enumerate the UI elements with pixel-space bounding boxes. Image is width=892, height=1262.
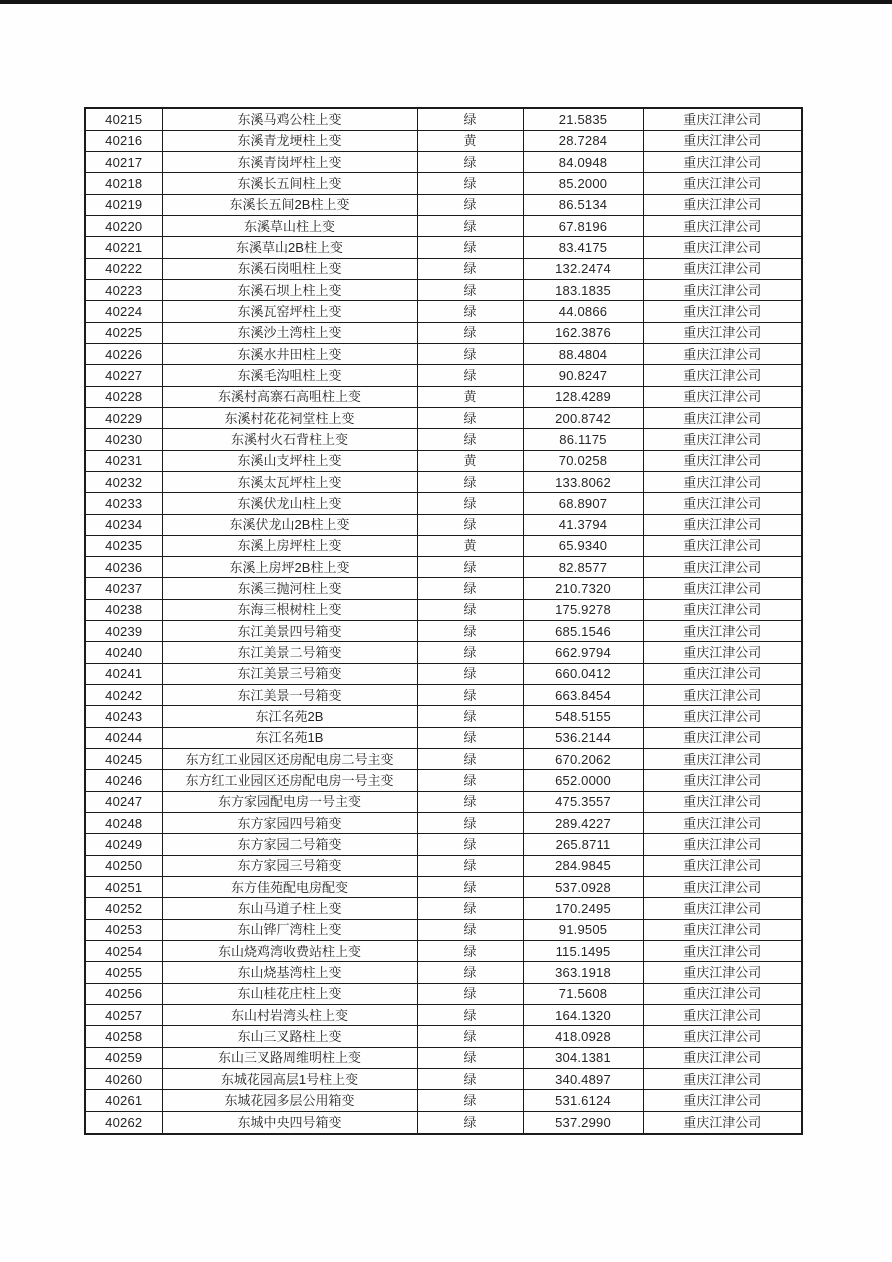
table-row	[85, 1047, 802, 1068]
cell-name: 东山三叉路柱上变	[162, 1026, 417, 1047]
table-row	[85, 898, 802, 919]
table-row	[85, 471, 802, 492]
cell-id: 40224	[85, 301, 162, 322]
cell-id: 40260	[85, 1069, 162, 1090]
cell-status: 绿	[417, 151, 523, 172]
cell-status: 绿	[417, 727, 523, 748]
table-row	[85, 215, 802, 236]
cell-company: 重庆江津公司	[643, 493, 802, 514]
cell-value: 70.0258	[523, 450, 643, 471]
cell-value: 289.4227	[523, 813, 643, 834]
cell-status: 绿	[417, 855, 523, 876]
cell-id: 40243	[85, 706, 162, 727]
cell-name: 东江美景二号箱变	[162, 642, 417, 663]
cell-value: 21.5835	[523, 108, 643, 130]
cell-name: 东方家园三号箱变	[162, 855, 417, 876]
cell-company: 重庆江津公司	[643, 1005, 802, 1026]
table-row	[85, 301, 802, 322]
cell-company: 重庆江津公司	[643, 471, 802, 492]
cell-status: 绿	[417, 578, 523, 599]
cell-name: 东方家园四号箱变	[162, 813, 417, 834]
table-row	[85, 279, 802, 300]
table-row	[85, 962, 802, 983]
cell-status: 绿	[417, 343, 523, 364]
cell-value: 41.3794	[523, 514, 643, 535]
cell-status: 黄	[417, 450, 523, 471]
cell-value: 537.0928	[523, 877, 643, 898]
table-row	[85, 770, 802, 791]
cell-value: 28.7284	[523, 130, 643, 151]
cell-name: 东溪上房坪2B柱上变	[162, 557, 417, 578]
cell-status: 绿	[417, 1069, 523, 1090]
table-row	[85, 1090, 802, 1111]
cell-value: 68.8907	[523, 493, 643, 514]
cell-company: 重庆江津公司	[643, 749, 802, 770]
cell-id: 40232	[85, 471, 162, 492]
cell-value: 164.1320	[523, 1005, 643, 1026]
cell-company: 重庆江津公司	[643, 834, 802, 855]
cell-company: 重庆江津公司	[643, 621, 802, 642]
table-row	[85, 108, 802, 130]
cell-name: 东江名苑1B	[162, 727, 417, 748]
cell-id: 40236	[85, 557, 162, 578]
cell-company: 重庆江津公司	[643, 941, 802, 962]
cell-name: 东溪石岗咀柱上变	[162, 258, 417, 279]
cell-value: 685.1546	[523, 621, 643, 642]
cell-name: 东江美景一号箱变	[162, 685, 417, 706]
cell-value: 71.5608	[523, 983, 643, 1004]
cell-company: 重庆江津公司	[643, 514, 802, 535]
table-row	[85, 834, 802, 855]
cell-company: 重庆江津公司	[643, 237, 802, 258]
cell-name: 东方家园二号箱变	[162, 834, 417, 855]
cell-value: 91.9505	[523, 919, 643, 940]
table-row	[85, 919, 802, 940]
cell-id: 40252	[85, 898, 162, 919]
cell-company: 重庆江津公司	[643, 365, 802, 386]
cell-name: 东溪太瓦坪柱上变	[162, 471, 417, 492]
cell-name: 东山烧鸡湾收费站柱上变	[162, 941, 417, 962]
table-row	[85, 685, 802, 706]
cell-id: 40246	[85, 770, 162, 791]
cell-company: 重庆江津公司	[643, 279, 802, 300]
table-row	[85, 237, 802, 258]
cell-name: 东海三根树柱上变	[162, 599, 417, 620]
cell-status: 绿	[417, 471, 523, 492]
table-row	[85, 258, 802, 279]
cell-status: 绿	[417, 258, 523, 279]
cell-id: 40225	[85, 322, 162, 343]
table-row	[85, 173, 802, 194]
cell-value: 170.2495	[523, 898, 643, 919]
table-row	[85, 493, 802, 514]
table-row	[85, 151, 802, 172]
cell-company: 重庆江津公司	[643, 1047, 802, 1068]
cell-status: 绿	[417, 1111, 523, 1134]
cell-name: 东城花园多层公用箱变	[162, 1090, 417, 1111]
cell-name: 东方家园配电房一号主变	[162, 791, 417, 812]
cell-value: 670.2062	[523, 749, 643, 770]
cell-name: 东溪沙土湾柱上变	[162, 322, 417, 343]
cell-name: 东溪草山2B柱上变	[162, 237, 417, 258]
cell-value: 86.5134	[523, 194, 643, 215]
cell-name: 东山马道子柱上变	[162, 898, 417, 919]
cell-name: 东溪山支坪柱上变	[162, 450, 417, 471]
cell-value: 340.4897	[523, 1069, 643, 1090]
cell-name: 东江美景四号箱变	[162, 621, 417, 642]
table-row	[85, 621, 802, 642]
cell-name: 东溪伏龙山2B柱上变	[162, 514, 417, 535]
cell-id: 40255	[85, 962, 162, 983]
cell-id: 40250	[85, 855, 162, 876]
cell-name: 东溪村高寨石高咀柱上变	[162, 386, 417, 407]
cell-company: 重庆江津公司	[643, 770, 802, 791]
cell-id: 40256	[85, 983, 162, 1004]
cell-status: 绿	[417, 215, 523, 236]
cell-value: 83.4175	[523, 237, 643, 258]
cell-status: 绿	[417, 685, 523, 706]
cell-company: 重庆江津公司	[643, 578, 802, 599]
cell-status: 绿	[417, 770, 523, 791]
cell-status: 绿	[417, 877, 523, 898]
cell-status: 绿	[417, 514, 523, 535]
cell-name: 东城中央四号箱变	[162, 1111, 417, 1134]
cell-value: 531.6124	[523, 1090, 643, 1111]
cell-status: 绿	[417, 194, 523, 215]
cell-company: 重庆江津公司	[643, 386, 802, 407]
cell-status: 绿	[417, 813, 523, 834]
cell-company: 重庆江津公司	[643, 194, 802, 215]
cell-name: 东山铧厂湾柱上变	[162, 919, 417, 940]
cell-id: 40227	[85, 365, 162, 386]
cell-id: 40259	[85, 1047, 162, 1068]
cell-company: 重庆江津公司	[643, 1111, 802, 1134]
table-row	[85, 749, 802, 770]
cell-company: 重庆江津公司	[643, 258, 802, 279]
table-row	[85, 194, 802, 215]
cell-status: 绿	[417, 749, 523, 770]
table-row	[85, 1069, 802, 1090]
cell-name: 东方佳苑配电房配变	[162, 877, 417, 898]
cell-value: 86.1175	[523, 429, 643, 450]
cell-id: 40228	[85, 386, 162, 407]
cell-status: 绿	[417, 983, 523, 1004]
cell-company: 重庆江津公司	[643, 983, 802, 1004]
cell-value: 133.8062	[523, 471, 643, 492]
table-row	[85, 1111, 802, 1134]
table-row	[85, 557, 802, 578]
cell-status: 绿	[417, 1090, 523, 1111]
cell-value: 65.9340	[523, 535, 643, 556]
cell-company: 重庆江津公司	[643, 599, 802, 620]
cell-company: 重庆江津公司	[643, 215, 802, 236]
cell-status: 绿	[417, 941, 523, 962]
cell-name: 东溪伏龙山柱上变	[162, 493, 417, 514]
table-row	[85, 727, 802, 748]
cell-id: 40230	[85, 429, 162, 450]
cell-id: 40223	[85, 279, 162, 300]
cell-id: 40235	[85, 535, 162, 556]
cell-id: 40220	[85, 215, 162, 236]
cell-company: 重庆江津公司	[643, 791, 802, 812]
cell-name: 东溪长五间2B柱上变	[162, 194, 417, 215]
cell-company: 重庆江津公司	[643, 322, 802, 343]
cell-id: 40233	[85, 493, 162, 514]
cell-value: 115.1495	[523, 941, 643, 962]
cell-status: 绿	[417, 706, 523, 727]
cell-value: 128.4289	[523, 386, 643, 407]
cell-company: 重庆江津公司	[643, 962, 802, 983]
cell-company: 重庆江津公司	[643, 919, 802, 940]
cell-id: 40215	[85, 108, 162, 130]
cell-name: 东江美景三号箱变	[162, 663, 417, 684]
table-row	[85, 706, 802, 727]
cell-status: 绿	[417, 919, 523, 940]
cell-value: 363.1918	[523, 962, 643, 983]
cell-status: 绿	[417, 407, 523, 428]
cell-status: 绿	[417, 1005, 523, 1026]
table-row	[85, 322, 802, 343]
cell-value: 132.2474	[523, 258, 643, 279]
cell-status: 绿	[417, 621, 523, 642]
cell-id: 40248	[85, 813, 162, 834]
cell-id: 40254	[85, 941, 162, 962]
cell-company: 重庆江津公司	[643, 898, 802, 919]
table-row	[85, 407, 802, 428]
cell-value: 90.8247	[523, 365, 643, 386]
cell-value: 548.5155	[523, 706, 643, 727]
cell-company: 重庆江津公司	[643, 343, 802, 364]
cell-status: 绿	[417, 237, 523, 258]
cell-value: 663.8454	[523, 685, 643, 706]
cell-value: 536.2144	[523, 727, 643, 748]
cell-id: 40239	[85, 621, 162, 642]
cell-status: 绿	[417, 1047, 523, 1068]
cell-company: 重庆江津公司	[643, 130, 802, 151]
cell-company: 重庆江津公司	[643, 877, 802, 898]
cell-status: 绿	[417, 493, 523, 514]
cell-name: 东溪上房坪柱上变	[162, 535, 417, 556]
table-row	[85, 450, 802, 471]
cell-id: 40244	[85, 727, 162, 748]
cell-value: 284.9845	[523, 855, 643, 876]
cell-value: 537.2990	[523, 1111, 643, 1134]
table-row	[85, 535, 802, 556]
cell-value: 84.0948	[523, 151, 643, 172]
cell-status: 绿	[417, 791, 523, 812]
cell-id: 40253	[85, 919, 162, 940]
cell-status: 绿	[417, 429, 523, 450]
cell-company: 重庆江津公司	[643, 1069, 802, 1090]
cell-id: 40216	[85, 130, 162, 151]
table-row	[85, 983, 802, 1004]
cell-company: 重庆江津公司	[643, 557, 802, 578]
table-row	[85, 130, 802, 151]
cell-id: 40229	[85, 407, 162, 428]
cell-name: 东溪水井田柱上变	[162, 343, 417, 364]
table-row	[85, 855, 802, 876]
cell-status: 绿	[417, 301, 523, 322]
cell-id: 40257	[85, 1005, 162, 1026]
cell-name: 东方红工业园区还房配电房一号主变	[162, 770, 417, 791]
cell-company: 重庆江津公司	[643, 429, 802, 450]
cell-id: 40219	[85, 194, 162, 215]
cell-id: 40238	[85, 599, 162, 620]
cell-status: 绿	[417, 1026, 523, 1047]
cell-value: 304.1381	[523, 1047, 643, 1068]
cell-status: 黄	[417, 386, 523, 407]
cell-id: 40221	[85, 237, 162, 258]
cell-value: 175.9278	[523, 599, 643, 620]
table-row	[85, 1005, 802, 1026]
cell-value: 67.8196	[523, 215, 643, 236]
cell-value: 265.8711	[523, 834, 643, 855]
cell-name: 东溪青龙埂柱上变	[162, 130, 417, 151]
table-row	[85, 514, 802, 535]
cell-status: 绿	[417, 898, 523, 919]
cell-id: 40234	[85, 514, 162, 535]
cell-name: 东山桂花庄柱上变	[162, 983, 417, 1004]
cell-name: 东溪村花花祠堂柱上变	[162, 407, 417, 428]
cell-company: 重庆江津公司	[643, 642, 802, 663]
cell-company: 重庆江津公司	[643, 855, 802, 876]
cell-status: 绿	[417, 557, 523, 578]
table-row	[85, 365, 802, 386]
cell-name: 东溪长五间柱上变	[162, 173, 417, 194]
table-row	[85, 642, 802, 663]
cell-name: 东溪村火石背柱上变	[162, 429, 417, 450]
cell-id: 40218	[85, 173, 162, 194]
cell-status: 绿	[417, 642, 523, 663]
cell-id: 40251	[85, 877, 162, 898]
cell-company: 重庆江津公司	[643, 301, 802, 322]
cell-id: 40217	[85, 151, 162, 172]
table-row	[85, 578, 802, 599]
cell-company: 重庆江津公司	[643, 450, 802, 471]
cell-name: 东城花园高层1号柱上变	[162, 1069, 417, 1090]
cell-value: 210.7320	[523, 578, 643, 599]
cell-company: 重庆江津公司	[643, 1090, 802, 1111]
cell-name: 东溪青岗坪柱上变	[162, 151, 417, 172]
cell-status: 绿	[417, 365, 523, 386]
cell-id: 40258	[85, 1026, 162, 1047]
cell-value: 162.3876	[523, 322, 643, 343]
table-row	[85, 386, 802, 407]
table-row	[85, 429, 802, 450]
cell-company: 重庆江津公司	[643, 535, 802, 556]
cell-id: 40249	[85, 834, 162, 855]
table-row	[85, 1026, 802, 1047]
cell-name: 东山三叉路周维明柱上变	[162, 1047, 417, 1068]
table-row	[85, 941, 802, 962]
cell-name: 东方红工业园区还房配电房二号主变	[162, 749, 417, 770]
cell-name: 东山村岩湾头柱上变	[162, 1005, 417, 1026]
cell-value: 660.0412	[523, 663, 643, 684]
cell-id: 40237	[85, 578, 162, 599]
cell-company: 重庆江津公司	[643, 407, 802, 428]
table-row	[85, 599, 802, 620]
cell-value: 200.8742	[523, 407, 643, 428]
cell-id: 40242	[85, 685, 162, 706]
cell-status: 黄	[417, 130, 523, 151]
cell-name: 东溪草山柱上变	[162, 215, 417, 236]
cell-company: 重庆江津公司	[643, 727, 802, 748]
cell-value: 183.1835	[523, 279, 643, 300]
cell-name: 东溪三抛河柱上变	[162, 578, 417, 599]
cell-value: 88.4804	[523, 343, 643, 364]
table-row	[85, 877, 802, 898]
cell-value: 44.0866	[523, 301, 643, 322]
cell-status: 绿	[417, 108, 523, 130]
table-body	[85, 108, 802, 1134]
table-row	[85, 663, 802, 684]
cell-id: 40231	[85, 450, 162, 471]
cell-company: 重庆江津公司	[643, 685, 802, 706]
cell-value: 82.8577	[523, 557, 643, 578]
cell-name: 东溪毛沟咀柱上变	[162, 365, 417, 386]
table-row	[85, 791, 802, 812]
table-row	[85, 813, 802, 834]
cell-status: 绿	[417, 663, 523, 684]
cell-company: 重庆江津公司	[643, 108, 802, 130]
cell-value: 662.9794	[523, 642, 643, 663]
cell-id: 40226	[85, 343, 162, 364]
page-top-scan-edge	[0, 0, 892, 4]
table-row	[85, 343, 802, 364]
cell-value: 652.0000	[523, 770, 643, 791]
cell-id: 40241	[85, 663, 162, 684]
cell-status: 绿	[417, 599, 523, 620]
cell-company: 重庆江津公司	[643, 151, 802, 172]
cell-status: 绿	[417, 279, 523, 300]
cell-id: 40262	[85, 1111, 162, 1134]
cell-status: 绿	[417, 962, 523, 983]
cell-value: 475.3557	[523, 791, 643, 812]
cell-id: 40222	[85, 258, 162, 279]
cell-value: 85.2000	[523, 173, 643, 194]
cell-status: 黄	[417, 535, 523, 556]
cell-company: 重庆江津公司	[643, 173, 802, 194]
cell-value: 418.0928	[523, 1026, 643, 1047]
cell-company: 重庆江津公司	[643, 663, 802, 684]
cell-company: 重庆江津公司	[643, 1026, 802, 1047]
cell-id: 40245	[85, 749, 162, 770]
transformer-load-table	[84, 107, 803, 1135]
cell-name: 东溪石坝上柱上变	[162, 279, 417, 300]
cell-id: 40247	[85, 791, 162, 812]
cell-status: 绿	[417, 322, 523, 343]
cell-name: 东江名苑2B	[162, 706, 417, 727]
cell-id: 40261	[85, 1090, 162, 1111]
cell-name: 东溪瓦窑坪柱上变	[162, 301, 417, 322]
cell-name: 东溪马鸡公柱上变	[162, 108, 417, 130]
cell-status: 绿	[417, 834, 523, 855]
cell-company: 重庆江津公司	[643, 706, 802, 727]
cell-status: 绿	[417, 173, 523, 194]
cell-id: 40240	[85, 642, 162, 663]
cell-company: 重庆江津公司	[643, 813, 802, 834]
cell-name: 东山烧基湾柱上变	[162, 962, 417, 983]
